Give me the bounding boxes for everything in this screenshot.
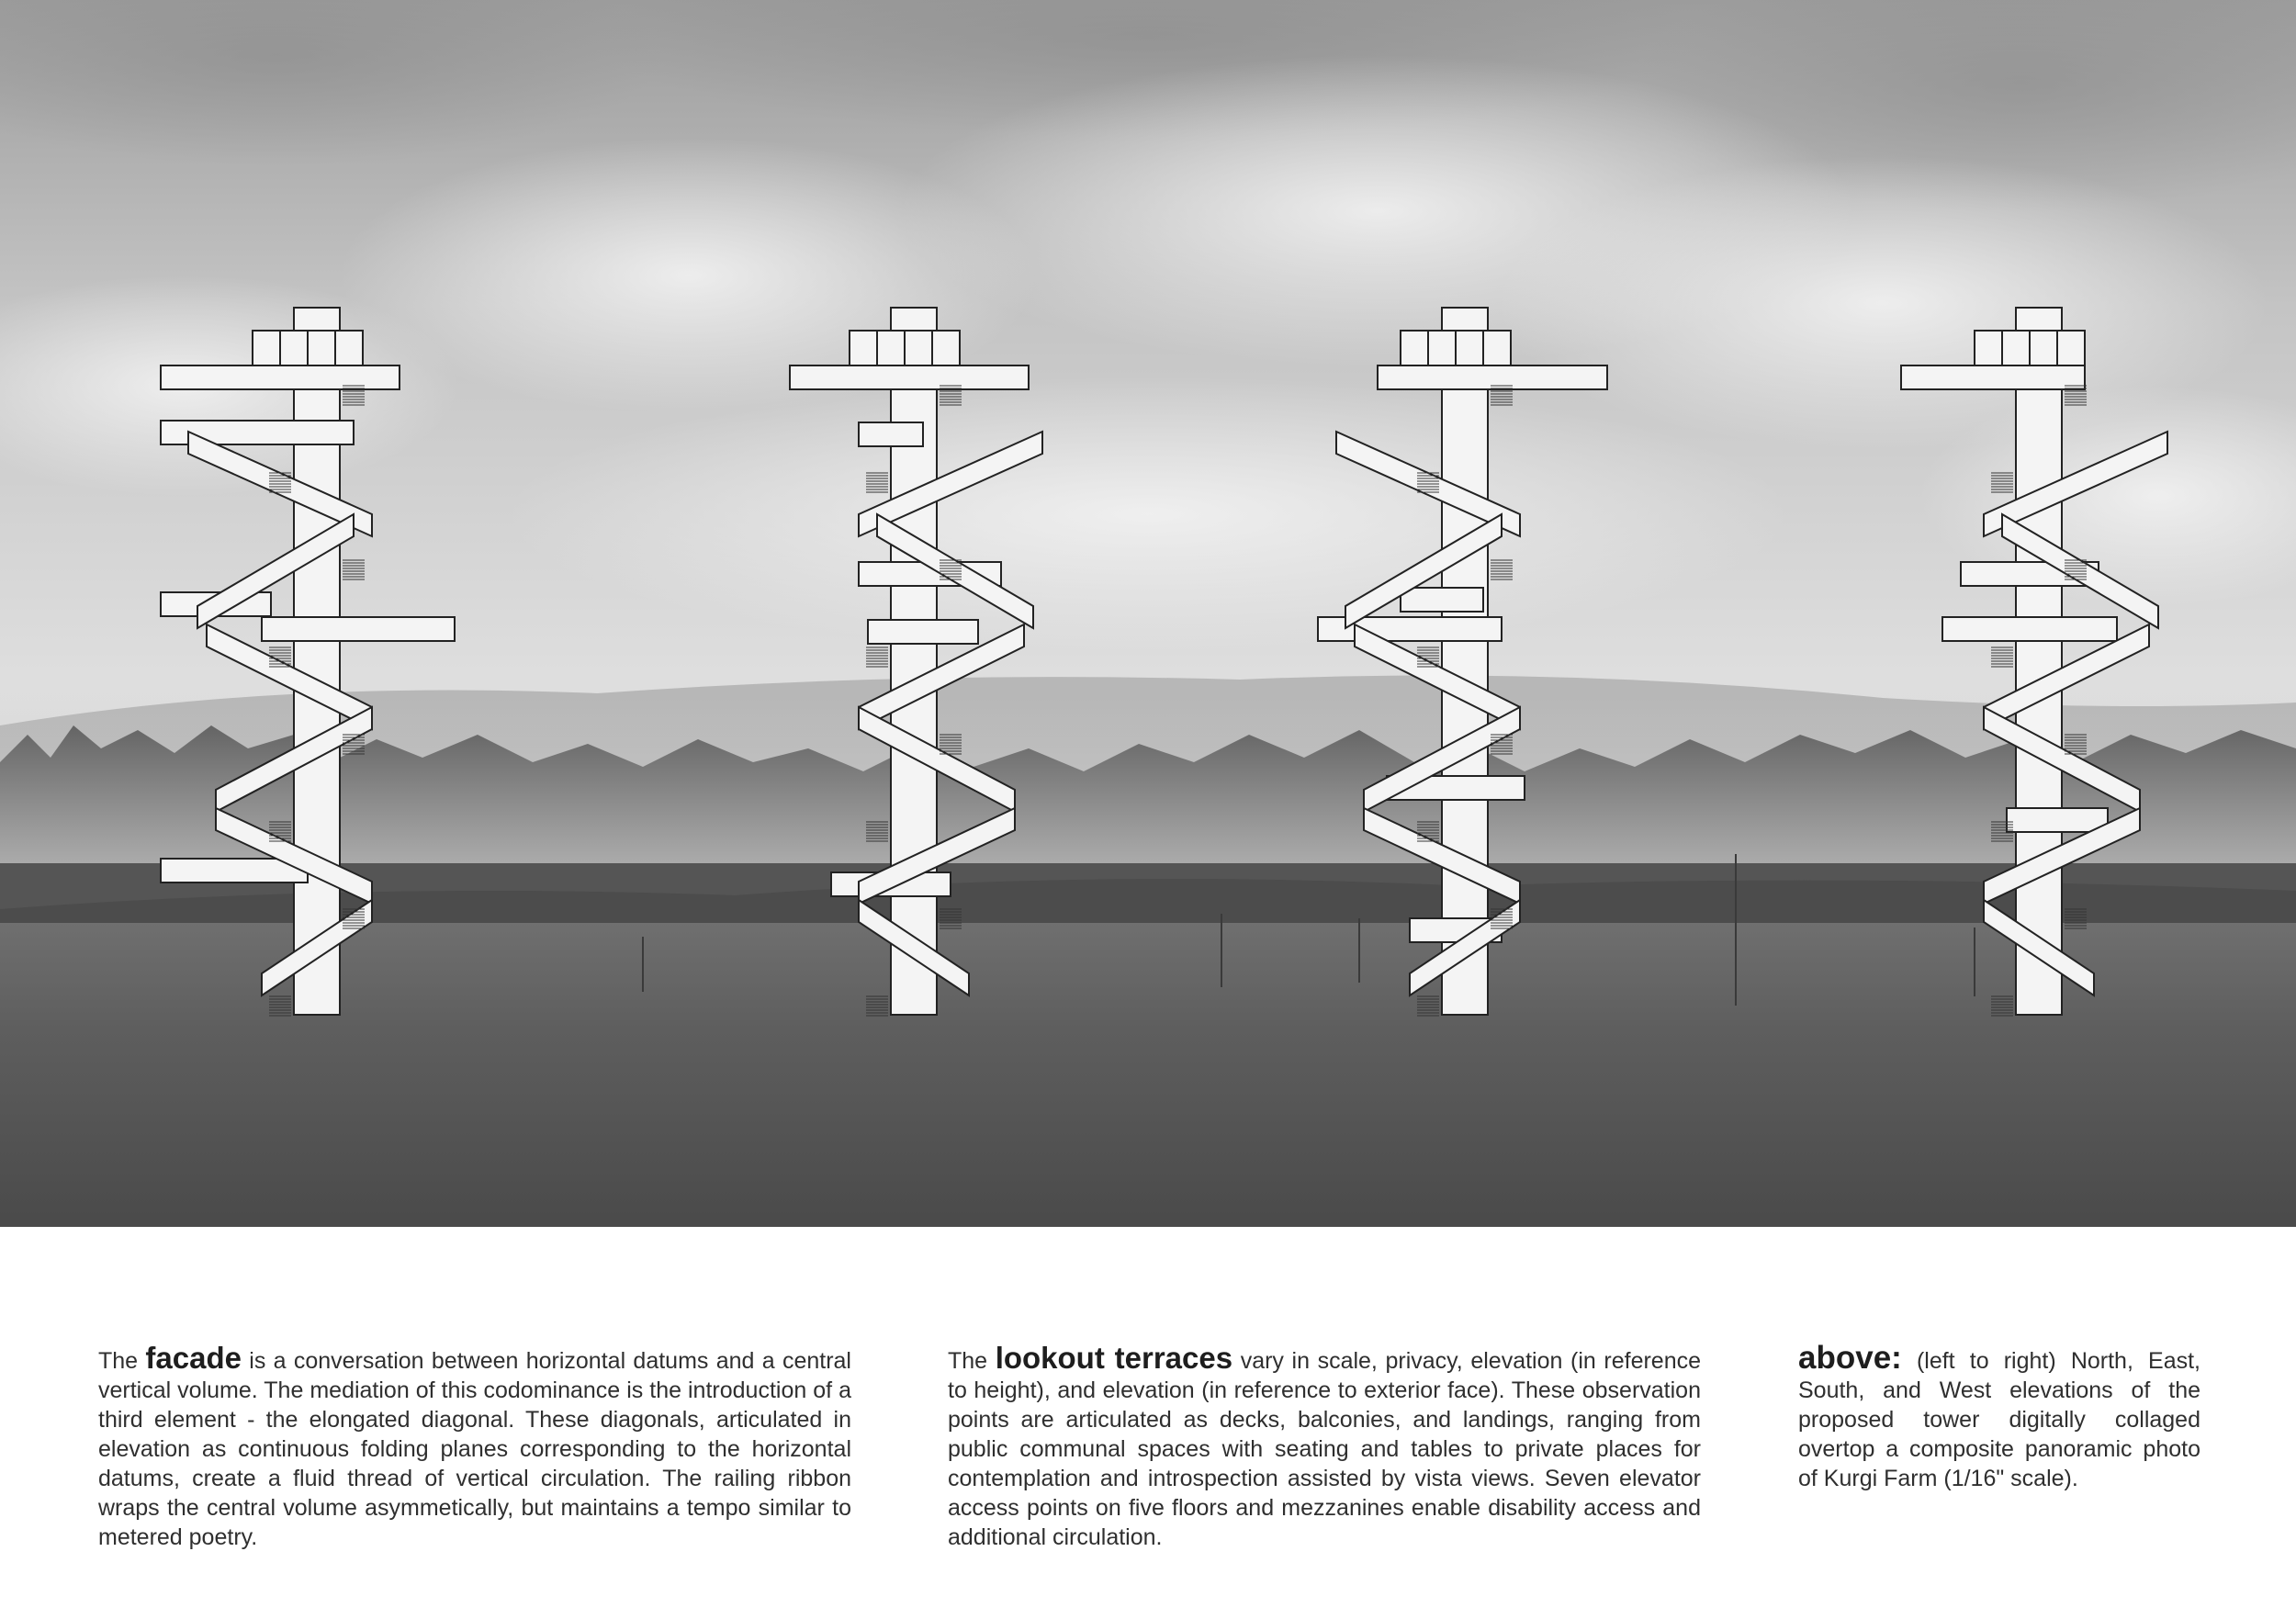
caption-body: is a conversation between horizontal datums and a central vertical volume. The mediation of this codominance is the introduction of a third element - the elongated diagonal. These diagonals, articulated in elevation as continuous folding planes corresponding to the horizontal datums, create a fluid thread of vertical circulation. The railing ribbon wraps the central volume asymmetically, but maintains a tempo similar to metered poetry. bbox=[98, 1348, 851, 1550]
caption-prefix: The bbox=[948, 1348, 996, 1374]
caption-body: vary in scale, privacy, elevation (in reference to height), and elevation (in reference to exterior face). These observation points are articulated as decks, balconies, and landings, ranging from public communal spaces with seating and tables to private places for contemplation and introspection assisted by vista views. Seven elevator access points on five floors and mezzanines enable disability access and additional circulation. bbox=[948, 1348, 1702, 1550]
caption-prefix: The bbox=[98, 1348, 146, 1374]
caption-lead-lookout-terraces: lookout terraces bbox=[995, 1341, 1233, 1375]
lookout-terraces-caption bbox=[948, 1341, 1702, 1552]
caption-lead-facade: facade bbox=[145, 1341, 242, 1375]
caption-lead-above: above: bbox=[1798, 1340, 1902, 1376]
caption-body: (left to right) North, East, South, and West elevations of the proposed tower digitally collaged overtop a composite panoramic photo of Kurgi Farm (1/16" scale). bbox=[1798, 1348, 2200, 1491]
above-caption bbox=[1798, 1340, 2200, 1493]
facade-caption bbox=[98, 1341, 851, 1552]
meadow bbox=[0, 923, 2296, 1227]
